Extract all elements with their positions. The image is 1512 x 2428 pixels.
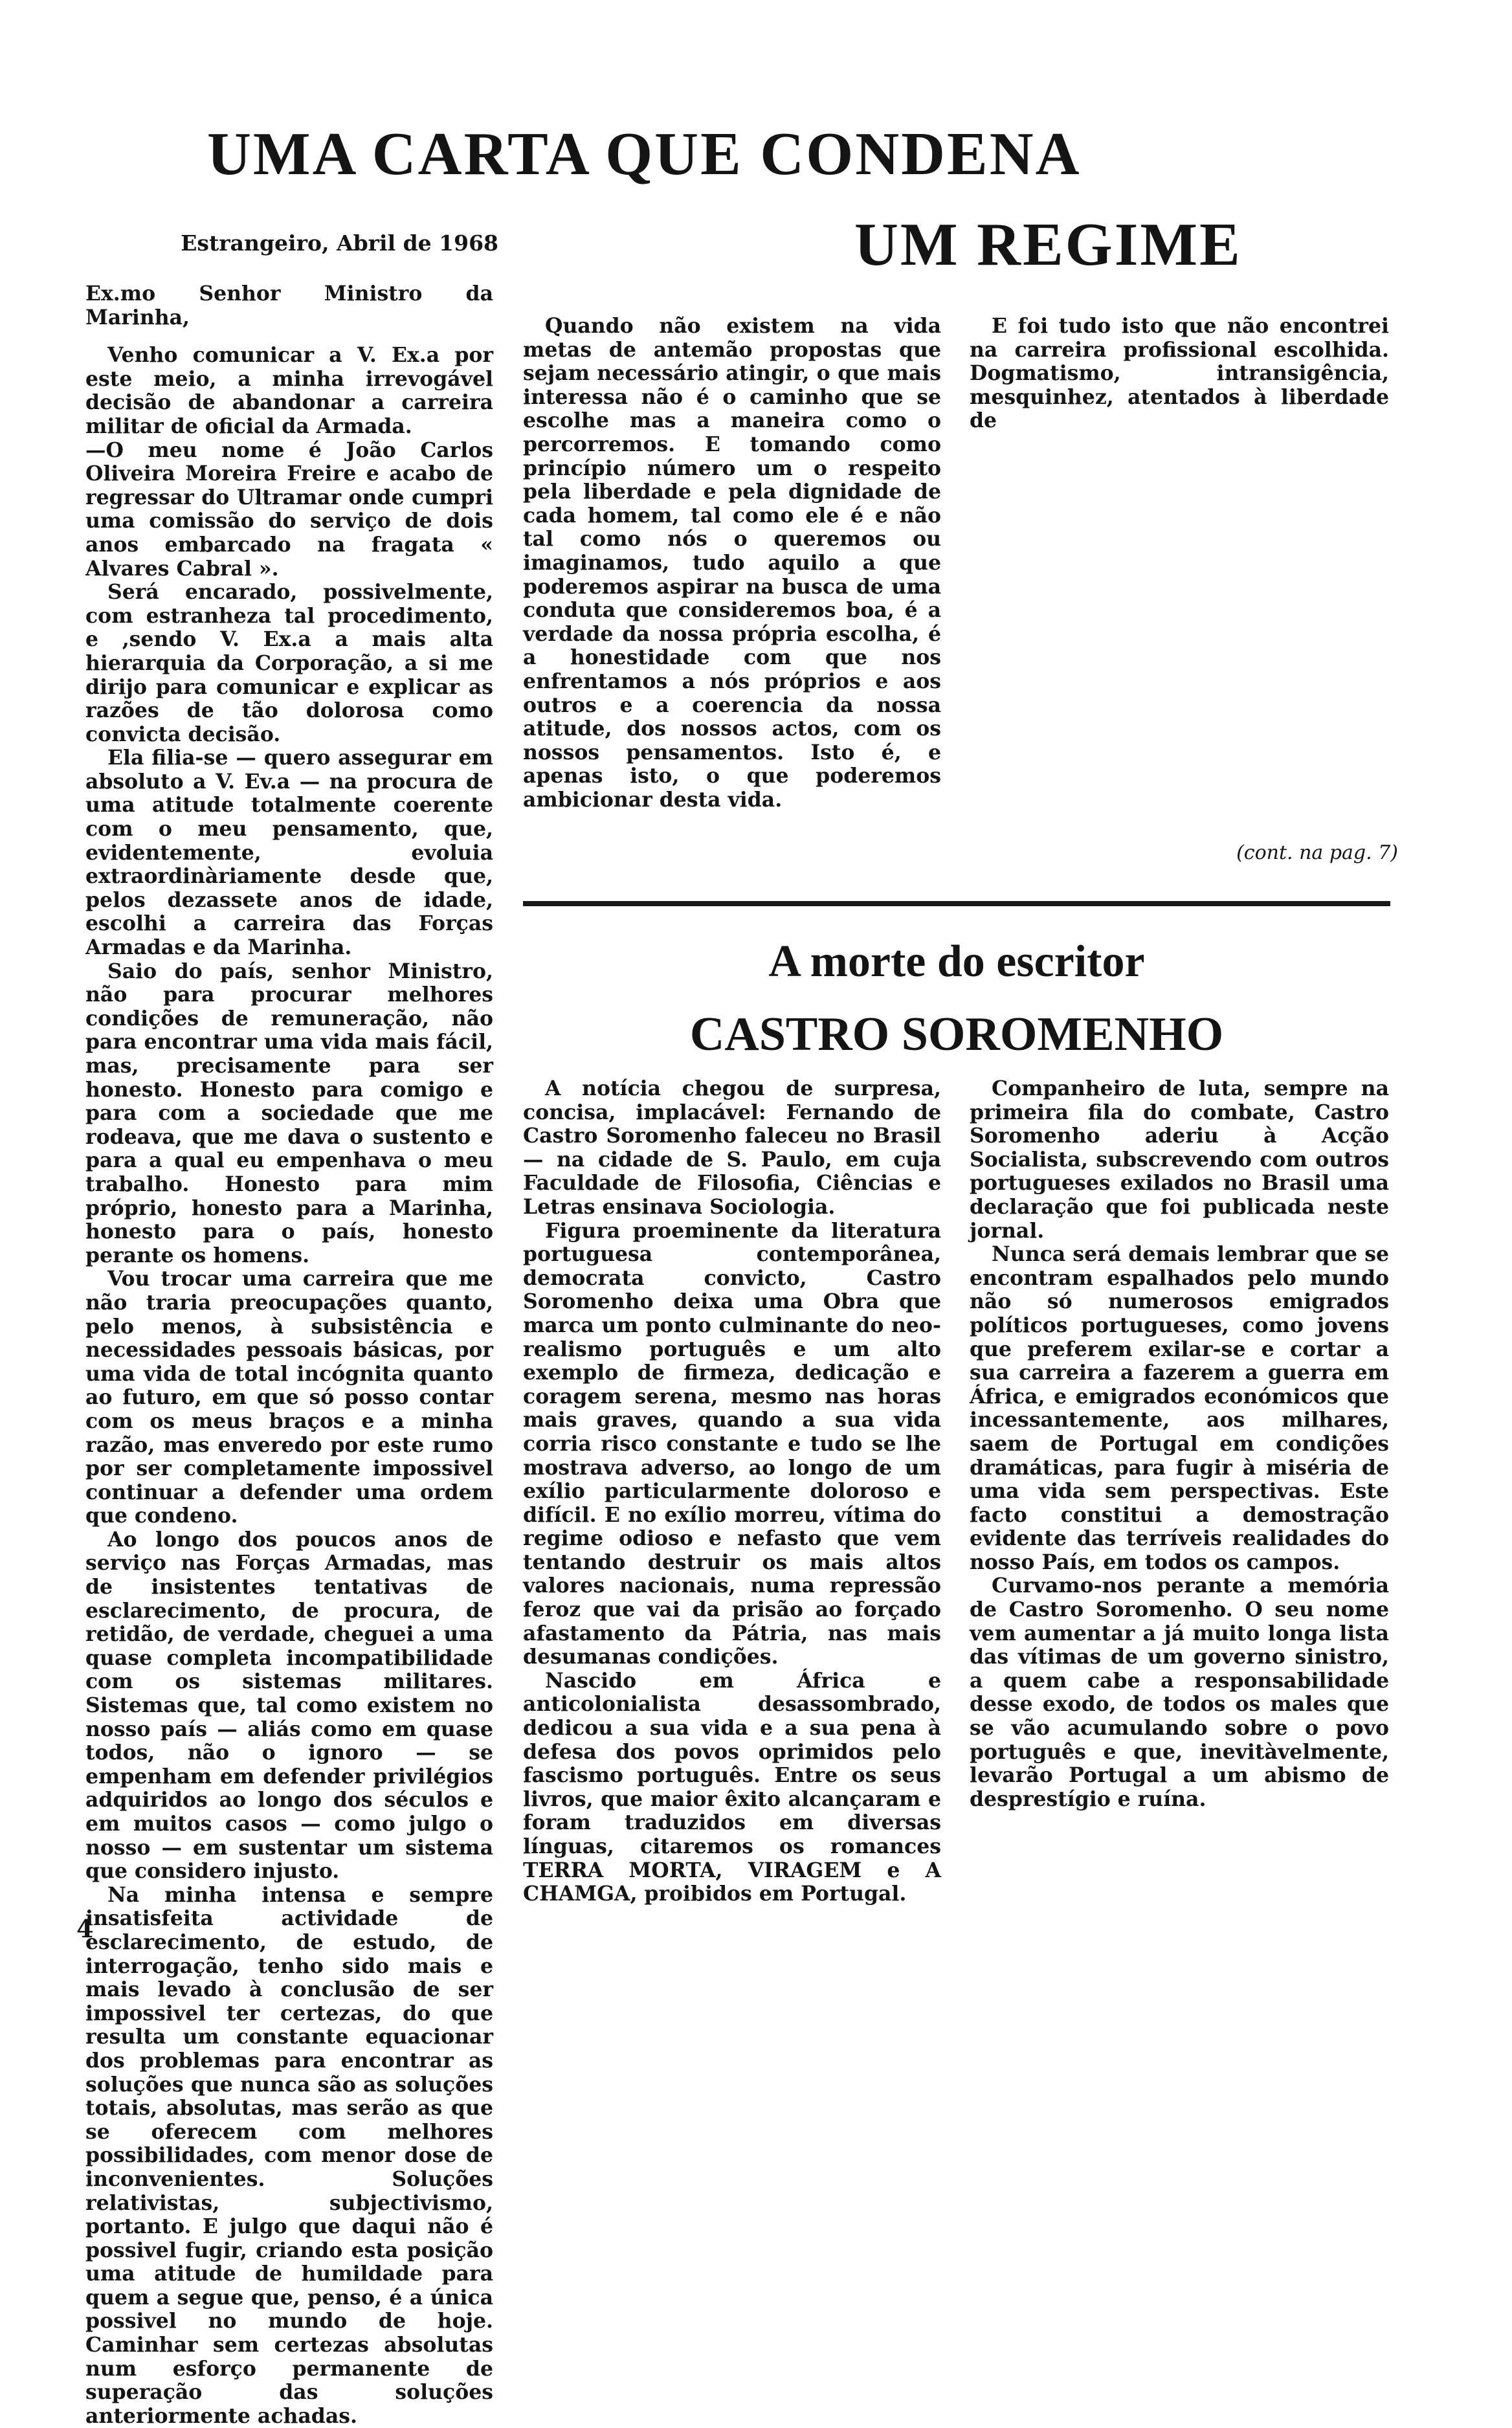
letter-dateline: Estrangeiro, Abril de 1968 xyxy=(181,230,498,256)
obituary-column-2 xyxy=(970,1077,1389,1912)
letter-column-3 xyxy=(970,315,1389,832)
letter-paragraph: Ao longo dos poucos anos de serviço nas Forças Armadas, mas de insistentes tentativas de esclarecimento, de procura, de retidão, de verdade, cheguei a uma quase completa incompatibilidade com os sistemas militares. Sistemas que, tal como existem no nosso país — aliás como em quase todos, não o ignoro — se empenham em defender privilégios adquiridos ao longo dos séculos e em muitos casos — como julgo o nosso — em sustentar um sistema que considero injusto. xyxy=(85,1527,493,1884)
letter-column-2 xyxy=(523,315,941,871)
obituary-column-1 xyxy=(523,1077,941,1912)
letter-paragraph: Saio do país, senhor Ministro, não para procurar melhores condições de remuneração, não para encontrar uma vida mais fácil, mas, precisamente para ser honesto. Honesto para comigo e para com a sociedade que me rodeava, que me dava o sustento e para a qual eu empenhava o meu trabalho. Honesto para mim próprio, honesto para a Marinha, honesto para o país, honesto perante os homens. xyxy=(85,959,493,1267)
obituary-paragraph: Curvamo-nos perante a memória de Castro Soromenho. O seu nome vem aumentar a já muito longa lista das vítimas de um governo sinistro, a quem cabe a responsabilidade desse exodo, de todos os males que se vão acumulando sobre o povo português e que, inevitàvelmente, levarão Portugal a um abismo de desprestígio e ruína. xyxy=(970,1574,1389,1811)
letter-paragraph: E foi tudo isto que não encontrei na carreira profissional escolhida. Dogmatismo, intransigência, mesquinhez, atentados à liberdade de xyxy=(970,314,1389,433)
article-title-line-2: UM REGIME xyxy=(854,211,1242,278)
article-title-line-1: UMA CARTA QUE CONDENA xyxy=(207,120,1082,188)
obituary-paragraph: Nunca será demais lembrar que se encontram espalhados pelo mundo não só numerosos emigrados políticos portugueses, como jovens que preferem exilar-se e cortar a sua carreira a fazerem a guerra em África, e emigrados económicos que incessantemente, aos milhares, saem de Portugal em condições dramáticas, para fugir à miséria de uma vida sem perspectivas. Este facto constitui a demostração evidente das terríveis realidades do nosso País, em todos os campos. xyxy=(970,1242,1389,1574)
obituary-paragraph: Figura proeminente da literatura portuguesa contemporânea, democrata convicto, Castro Soromenho deixa uma Obra que marca um ponto culminante do neo-realismo português e um alto exemplo de firmeza, dedicação e coragem serena, mesmo nas horas mais graves, quando a sua vida corria risco constante e tudo se lhe mostrava adverso, ao longo de um exílio particularmente doloroso e difícil. E no exílio morreu, vítima do regime odioso e nefasto que vem tentando destruir os mais altos valores nacionais, numa repressão feroz que vai da prisão ao forçado afastamento da Pátria, nas mais desumanas condições. xyxy=(523,1218,941,1669)
obituary-title-line-1: A morte do escritor xyxy=(768,937,1145,986)
obituary-title-line-2: CASTRO SOROMENHO xyxy=(689,1008,1224,1061)
obituary-paragraph: Companheiro de luta, sempre na primeira fila do combate, Castro Soromenho aderiu à Acção Socialista, subscrevendo com outros portugueses exilados no Brasil uma declaração que foi publicada neste jornal. xyxy=(970,1076,1389,1243)
letter-paragraph: Será encarado, possivelmente, com estranheza tal procedimento, e ,sendo V. Ex.a a mais alta hierarquia da Corporação, a si me dirijo para comunicar e explicar as razões de tão dolorosa como convicta decisão. xyxy=(85,580,493,746)
letter-paragraph-continues: Na minha intensa e sempre insatisfeita actividade de esclarecimento, de estudo, de interrogação, tenho sido mais e mais levado à conclusão de ser impossivel ter certezas, do que resulta um constante equacionar dos problemas para encontrar as soluções que nunca são as soluções totais, absolutas, mas serão as que se oferecem com melhores possibilidades, com menor dose de inconvenientes. Soluções relativistas, subjectivismo, portanto. E julgo que daqui não é possivel fugir, criando esta posição uma atitude de humildade para quem a segue que, penso, é a única possivel no mundo de hoje. Caminhar sem certezas absolutas num esforço permanente de superação das soluções anteriormente achadas. xyxy=(85,1882,493,2428)
obituary-paragraph: Nascido em África e anticolonialista desassombrado, dedicou a sua vida e a sua pena à defesa dos povos oprimidos pelo fascismo português. Entre os seus livros, que maior êxito alcançaram e foram traduzidos em diversas línguas, citaremos os romances TERRA MORTA, VIRAGEM e A CHAMGA, proibidos em Portugal. xyxy=(523,1668,941,1906)
obituary-paragraph: A notícia chegou de surpresa, concisa, implacável: Fernando de Castro Soromenho faleceu no Brasil — na cidade de S. Paulo, em cuja Faculdade de Filosofia, Ciências e Letras ensinava Sociologia. xyxy=(523,1076,941,1219)
letter-paragraph: Quando não existem na vida metas de antemão propostas que sejam necessário atingir, o que mais interessa não é o caminho que se escolhe mas a maneira como o percorremos. E tomando como princípio número um o respeito pela liberdade e pela dignidade de cada homem, tal como ele é e não tal como nós o queremos ou imaginamos, tudo aquilo a que poderemos aspirar na busca de uma conduta que consideremos boa, é a verdade da nossa própria escolha, é a honestidade com que nos enfrentamos a nós próprios e aos outros e a coerencia da nossa atitude, dos nossos actos, com os nossos pensamentos. Isto é, e apenas isto, o que poderemos ambicionar desta vida. xyxy=(523,314,941,812)
page-number: 4 xyxy=(76,1914,94,1943)
letter-salutation: Ex.mo Senhor Ministro da Marinha, xyxy=(85,282,493,329)
continued-note: (cont. na pag. 7) xyxy=(1236,841,1398,864)
section-divider xyxy=(523,901,1390,906)
letter-paragraph: —O meu nome é João Carlos Oliveira Moreira Freire e acabo de regressar do Ultramar onde cumpri uma comissão do serviço de dois anos embarcado na fragata « Alvares Cabral ». xyxy=(85,438,493,581)
letter-paragraph: Venho comunicar a V. Ex.a por este meio, a minha irrevogável decisão de abandonar a carreira militar de oficial da Armada. xyxy=(85,343,493,438)
letter-paragraph: Ela filia-se — quero assegurar em absoluto a V. Ev.a — na procura de uma atitude totalmente coerente com o meu pensamento, que, evidentemente, evoluia extraordinàriamente desde que, pelos dezassete anos de idade, escolhi a carreira das Forças Armadas e da Marinha. xyxy=(85,746,493,960)
letter-column-1 xyxy=(85,282,493,2428)
letter-paragraph: Vou trocar uma carreira que me não traria preocupações quanto, pelo menos, à subsistência e necessidades pessoais básicas, por uma vida de total incógnita quanto ao futuro, em que só posso contar com os meus braços e a minha razão, mas enveredo por este rumo por ser completamente impossivel continuar a defender uma ordem que condeno. xyxy=(85,1267,493,1528)
